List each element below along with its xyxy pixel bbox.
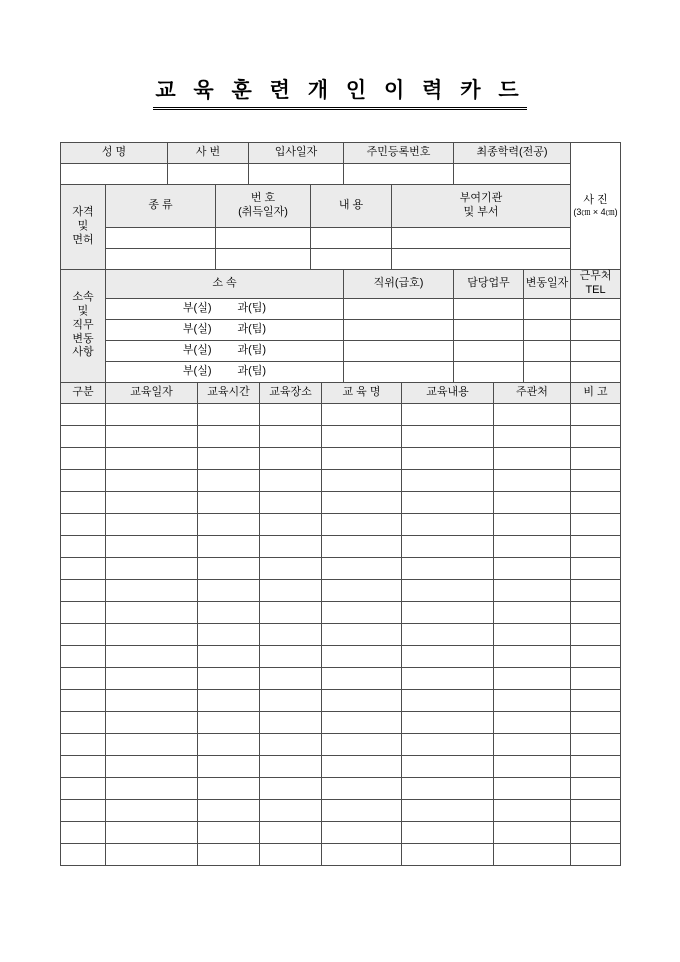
table-row: [61, 755, 621, 777]
training-cell[interactable]: [494, 821, 571, 843]
header-training-name: 교 육 명: [322, 382, 402, 403]
header-resident-no: 주민등록번호: [344, 143, 454, 164]
training-cell[interactable]: [571, 711, 621, 733]
training-cell[interactable]: [402, 843, 494, 865]
training-cell[interactable]: [106, 425, 198, 447]
training-cell[interactable]: [494, 601, 571, 623]
training-cell[interactable]: [402, 425, 494, 447]
work-tel-cell[interactable]: [571, 298, 621, 319]
training-cell[interactable]: [571, 601, 621, 623]
training-cell[interactable]: [494, 777, 571, 799]
header-department: 소 속: [106, 270, 344, 299]
training-cell[interactable]: [61, 821, 106, 843]
training-cell[interactable]: [198, 777, 260, 799]
dept-bu-label: 부(실): [182, 364, 212, 377]
training-cell[interactable]: [322, 557, 402, 579]
table-row: [61, 228, 621, 249]
photo-label: 사 진: [583, 193, 608, 206]
training-cell[interactable]: [571, 425, 621, 447]
training-cell[interactable]: [106, 469, 198, 491]
training-cell[interactable]: [198, 645, 260, 667]
header-line: 및 부서: [463, 206, 499, 218]
training-cell[interactable]: [571, 821, 621, 843]
table-row: [61, 361, 621, 382]
training-cell[interactable]: [402, 821, 494, 843]
header-category: 구분: [61, 382, 106, 403]
training-cell[interactable]: [494, 843, 571, 865]
training-cell[interactable]: [260, 623, 322, 645]
training-cell[interactable]: [402, 513, 494, 535]
training-cell[interactable]: [571, 557, 621, 579]
training-cell[interactable]: [106, 689, 198, 711]
table-row: [61, 469, 621, 491]
table-row: [61, 711, 621, 733]
training-cell[interactable]: [494, 579, 571, 601]
training-cell[interactable]: [198, 425, 260, 447]
training-cell[interactable]: [571, 623, 621, 645]
training-cell[interactable]: [571, 733, 621, 755]
license-org-value[interactable]: [392, 249, 571, 270]
table-row: [61, 143, 621, 164]
training-cell[interactable]: [322, 447, 402, 469]
table-row: [61, 319, 621, 340]
training-cell[interactable]: [61, 447, 106, 469]
training-cell[interactable]: [61, 557, 106, 579]
table-row: [61, 298, 621, 319]
table-row: [61, 821, 621, 843]
value-resident-no[interactable]: [344, 164, 454, 185]
page-title: 교 육 훈 련 개 인 이 력 카 드: [153, 78, 526, 110]
position-cell[interactable]: [344, 319, 454, 340]
training-cell[interactable]: [571, 535, 621, 557]
training-cell[interactable]: [402, 667, 494, 689]
table-row: [61, 535, 621, 557]
training-cell[interactable]: [571, 689, 621, 711]
header-license-number: [216, 185, 311, 228]
license-number-value[interactable]: [216, 249, 311, 270]
training-cell[interactable]: [402, 557, 494, 579]
title-container: [0, 78, 680, 110]
table-row: [61, 623, 621, 645]
header-duty: 담당업무: [454, 270, 524, 299]
training-cell[interactable]: [402, 689, 494, 711]
photo-box: [571, 143, 621, 270]
work-tel-cell[interactable]: [571, 340, 621, 361]
training-cell[interactable]: [322, 755, 402, 777]
training-cell[interactable]: [322, 843, 402, 865]
row-label-line: 변동: [72, 332, 94, 345]
row-label-line: 직무: [72, 318, 94, 331]
header-education: 최종학력(전공): [454, 143, 571, 164]
header-training-place: 교육장소: [260, 382, 322, 403]
dept-gwa-label: 과(팀): [237, 322, 267, 335]
training-cell[interactable]: [106, 513, 198, 535]
training-cell[interactable]: [198, 469, 260, 491]
training-cell[interactable]: [198, 601, 260, 623]
training-cell[interactable]: [106, 733, 198, 755]
training-cell[interactable]: [61, 689, 106, 711]
value-education[interactable]: [454, 164, 571, 185]
header-remarks: 비 고: [571, 382, 621, 403]
header-training-date: 교육일자: [106, 382, 198, 403]
table-header-row: [61, 382, 621, 403]
training-cell[interactable]: [61, 843, 106, 865]
table-row: [61, 164, 621, 185]
training-cell[interactable]: [106, 623, 198, 645]
training-cell[interactable]: [61, 733, 106, 755]
row-label-line: 및: [77, 220, 89, 233]
table-row: [61, 425, 621, 447]
training-cell[interactable]: [402, 403, 494, 425]
training-cell[interactable]: [402, 645, 494, 667]
training-cell[interactable]: [260, 799, 322, 821]
training-cell[interactable]: [106, 821, 198, 843]
training-cell[interactable]: [198, 513, 260, 535]
training-cell[interactable]: [322, 403, 402, 425]
training-cell[interactable]: [494, 623, 571, 645]
training-cell[interactable]: [106, 645, 198, 667]
department-cell[interactable]: [106, 361, 344, 382]
training-cell[interactable]: [61, 403, 106, 425]
change-date-cell[interactable]: [524, 298, 571, 319]
training-cell[interactable]: [402, 799, 494, 821]
training-cell[interactable]: [61, 711, 106, 733]
training-cell[interactable]: [106, 799, 198, 821]
training-cell[interactable]: [198, 667, 260, 689]
personal-info-table: [60, 142, 621, 383]
training-cell[interactable]: [571, 843, 621, 865]
header-license-org: [392, 185, 571, 228]
training-cell[interactable]: [198, 799, 260, 821]
training-cell[interactable]: [322, 513, 402, 535]
value-name[interactable]: [61, 164, 168, 185]
table-row: [61, 667, 621, 689]
training-cell[interactable]: [198, 689, 260, 711]
header-name: 성 명: [61, 143, 168, 164]
header-line: 부여기관: [459, 192, 503, 205]
training-cell[interactable]: [106, 755, 198, 777]
license-kind-value[interactable]: [106, 249, 216, 270]
table-row: [61, 579, 621, 601]
duty-cell[interactable]: [454, 340, 524, 361]
training-cell[interactable]: [260, 777, 322, 799]
training-cell[interactable]: [571, 799, 621, 821]
position-cell[interactable]: [344, 298, 454, 319]
position-cell[interactable]: [344, 361, 454, 382]
training-cell[interactable]: [260, 601, 322, 623]
training-cell[interactable]: [260, 689, 322, 711]
license-content-value[interactable]: [311, 249, 392, 270]
header-organizer: 주관처: [494, 382, 571, 403]
training-cell[interactable]: [322, 579, 402, 601]
training-cell[interactable]: [494, 733, 571, 755]
training-cell[interactable]: [260, 535, 322, 557]
training-cell[interactable]: [106, 843, 198, 865]
header-employee-no: 사 번: [168, 143, 249, 164]
training-cell[interactable]: [106, 667, 198, 689]
table-row: [61, 557, 621, 579]
value-employee-no[interactable]: [168, 164, 249, 185]
change-date-cell[interactable]: [524, 361, 571, 382]
training-cell[interactable]: [571, 491, 621, 513]
photo-size-label: (3㎝ × 4㎝): [573, 207, 618, 218]
table-row: [61, 513, 621, 535]
table-row: [61, 689, 621, 711]
dept-gwa-label: 과(팀): [237, 343, 267, 356]
training-cell[interactable]: [322, 425, 402, 447]
training-cell[interactable]: [494, 689, 571, 711]
duty-cell[interactable]: [454, 319, 524, 340]
training-cell[interactable]: [494, 447, 571, 469]
row-label-line: 사항: [72, 346, 94, 359]
position-cell[interactable]: [344, 340, 454, 361]
header-license-kind: 종 류: [106, 185, 216, 228]
training-cell[interactable]: [61, 755, 106, 777]
training-cell[interactable]: [402, 535, 494, 557]
training-cell[interactable]: [260, 821, 322, 843]
row-label-line: 소속: [72, 291, 94, 304]
training-cell[interactable]: [402, 579, 494, 601]
training-cell[interactable]: [61, 425, 106, 447]
row-label-license: [61, 185, 106, 270]
training-cell[interactable]: [260, 733, 322, 755]
header-position: 직위(급호): [344, 270, 454, 299]
dept-gwa-label: 과(팀): [237, 301, 267, 314]
training-cell[interactable]: [494, 469, 571, 491]
header-line: 번 호: [250, 192, 276, 205]
training-cell[interactable]: [106, 557, 198, 579]
training-cell[interactable]: [198, 535, 260, 557]
row-label-line: 면허: [72, 233, 94, 246]
table-row: [61, 491, 621, 513]
training-cell[interactable]: [571, 755, 621, 777]
training-cell[interactable]: [402, 733, 494, 755]
training-cell[interactable]: [494, 513, 571, 535]
header-training-hours: 교육시간: [198, 382, 260, 403]
header-line: (취득일자): [238, 206, 288, 218]
training-cell[interactable]: [61, 645, 106, 667]
dept-bu-label: 부(실): [182, 301, 212, 314]
training-cell[interactable]: [198, 755, 260, 777]
table-row: [61, 733, 621, 755]
training-cell[interactable]: [260, 469, 322, 491]
table-row: [61, 249, 621, 270]
training-cell[interactable]: [322, 667, 402, 689]
training-cell[interactable]: [260, 711, 322, 733]
training-cell[interactable]: [571, 513, 621, 535]
training-cell[interactable]: [61, 513, 106, 535]
department-cell[interactable]: [106, 340, 344, 361]
training-cell[interactable]: [322, 711, 402, 733]
header-license-content: 내 용: [311, 185, 392, 228]
table-row: [61, 447, 621, 469]
training-cell[interactable]: [198, 821, 260, 843]
training-cell[interactable]: [260, 425, 322, 447]
form-sheet: [60, 142, 620, 866]
training-cell[interactable]: [571, 403, 621, 425]
training-cell[interactable]: [198, 623, 260, 645]
training-cell[interactable]: [402, 623, 494, 645]
training-cell[interactable]: [260, 491, 322, 513]
training-cell[interactable]: [322, 601, 402, 623]
training-cell[interactable]: [198, 579, 260, 601]
training-cell[interactable]: [402, 711, 494, 733]
training-rows-body: [61, 403, 621, 865]
row-label-line: 및: [77, 305, 89, 318]
row-label-assignment: [61, 270, 106, 383]
header-training-content: 교육내용: [402, 382, 494, 403]
table-row: [61, 843, 621, 865]
training-cell[interactable]: [494, 535, 571, 557]
duty-cell[interactable]: [454, 361, 524, 382]
training-cell[interactable]: [61, 491, 106, 513]
training-cell[interactable]: [494, 667, 571, 689]
training-cell[interactable]: [106, 447, 198, 469]
table-row: [61, 601, 621, 623]
training-cell[interactable]: [106, 579, 198, 601]
training-cell[interactable]: [61, 667, 106, 689]
header-change-date: 변동일자: [524, 270, 571, 299]
training-cell[interactable]: [61, 799, 106, 821]
training-cell[interactable]: [61, 579, 106, 601]
header-work-tel: 근무처 TEL: [571, 270, 621, 299]
training-cell[interactable]: [494, 755, 571, 777]
training-cell[interactable]: [494, 403, 571, 425]
training-cell[interactable]: [198, 557, 260, 579]
work-tel-cell[interactable]: [571, 319, 621, 340]
dept-bu-label: 부(실): [182, 322, 212, 335]
training-cell[interactable]: [494, 645, 571, 667]
training-cell[interactable]: [198, 491, 260, 513]
training-cell[interactable]: [494, 557, 571, 579]
training-cell[interactable]: [571, 777, 621, 799]
training-cell[interactable]: [260, 645, 322, 667]
training-cell[interactable]: [322, 777, 402, 799]
training-cell[interactable]: [322, 733, 402, 755]
duty-cell[interactable]: [454, 298, 524, 319]
table-row: [61, 645, 621, 667]
training-cell[interactable]: [402, 777, 494, 799]
change-date-cell[interactable]: [524, 340, 571, 361]
training-cell[interactable]: [198, 711, 260, 733]
training-cell[interactable]: [198, 733, 260, 755]
training-cell[interactable]: [198, 447, 260, 469]
department-cell[interactable]: [106, 298, 344, 319]
training-cell[interactable]: [260, 667, 322, 689]
training-cell[interactable]: [322, 645, 402, 667]
training-cell[interactable]: [571, 447, 621, 469]
training-cell[interactable]: [61, 777, 106, 799]
training-cell[interactable]: [106, 777, 198, 799]
license-kind-value[interactable]: [106, 228, 216, 249]
license-number-value[interactable]: [216, 228, 311, 249]
training-cell[interactable]: [106, 403, 198, 425]
value-join-date[interactable]: [249, 164, 344, 185]
training-cell[interactable]: [260, 557, 322, 579]
training-cell[interactable]: [198, 403, 260, 425]
dept-gwa-label: 과(팀): [237, 364, 267, 377]
training-cell[interactable]: [322, 469, 402, 491]
license-content-value[interactable]: [311, 228, 392, 249]
training-cell[interactable]: [322, 821, 402, 843]
training-cell[interactable]: [571, 667, 621, 689]
training-cell[interactable]: [260, 513, 322, 535]
training-log-table: [60, 382, 621, 866]
training-cell[interactable]: [260, 403, 322, 425]
training-cell[interactable]: [260, 447, 322, 469]
training-cell[interactable]: [494, 711, 571, 733]
training-cell[interactable]: [106, 491, 198, 513]
training-cell[interactable]: [402, 447, 494, 469]
dept-bu-label: 부(실): [182, 343, 212, 356]
training-cell[interactable]: [106, 601, 198, 623]
table-row: [61, 185, 621, 228]
training-cell[interactable]: [322, 535, 402, 557]
training-cell[interactable]: [494, 425, 571, 447]
training-cell[interactable]: [61, 535, 106, 557]
training-cell[interactable]: [61, 623, 106, 645]
training-cell[interactable]: [260, 579, 322, 601]
row-label-line: 자격: [72, 206, 94, 219]
training-cell[interactable]: [402, 755, 494, 777]
change-date-cell[interactable]: [524, 319, 571, 340]
training-cell[interactable]: [106, 711, 198, 733]
training-cell[interactable]: [571, 645, 621, 667]
training-cell[interactable]: [402, 491, 494, 513]
training-cell[interactable]: [322, 491, 402, 513]
table-row: [61, 270, 621, 299]
training-cell[interactable]: [106, 535, 198, 557]
training-cell[interactable]: [494, 799, 571, 821]
table-row: [61, 799, 621, 821]
training-cell[interactable]: [402, 601, 494, 623]
header-join-date: 입사일자: [249, 143, 344, 164]
training-cell[interactable]: [571, 469, 621, 491]
table-row: [61, 777, 621, 799]
training-cell[interactable]: [260, 755, 322, 777]
work-tel-cell[interactable]: [571, 361, 621, 382]
training-cell[interactable]: [322, 689, 402, 711]
training-cell[interactable]: [494, 491, 571, 513]
training-cell[interactable]: [61, 601, 106, 623]
department-cell[interactable]: [106, 319, 344, 340]
training-cell[interactable]: [61, 469, 106, 491]
training-cell[interactable]: [322, 623, 402, 645]
training-cell[interactable]: [260, 843, 322, 865]
table-row: [61, 403, 621, 425]
training-cell[interactable]: [571, 579, 621, 601]
training-cell[interactable]: [322, 799, 402, 821]
table-row: [61, 340, 621, 361]
training-cell[interactable]: [198, 843, 260, 865]
license-org-value[interactable]: [392, 228, 571, 249]
training-cell[interactable]: [402, 469, 494, 491]
